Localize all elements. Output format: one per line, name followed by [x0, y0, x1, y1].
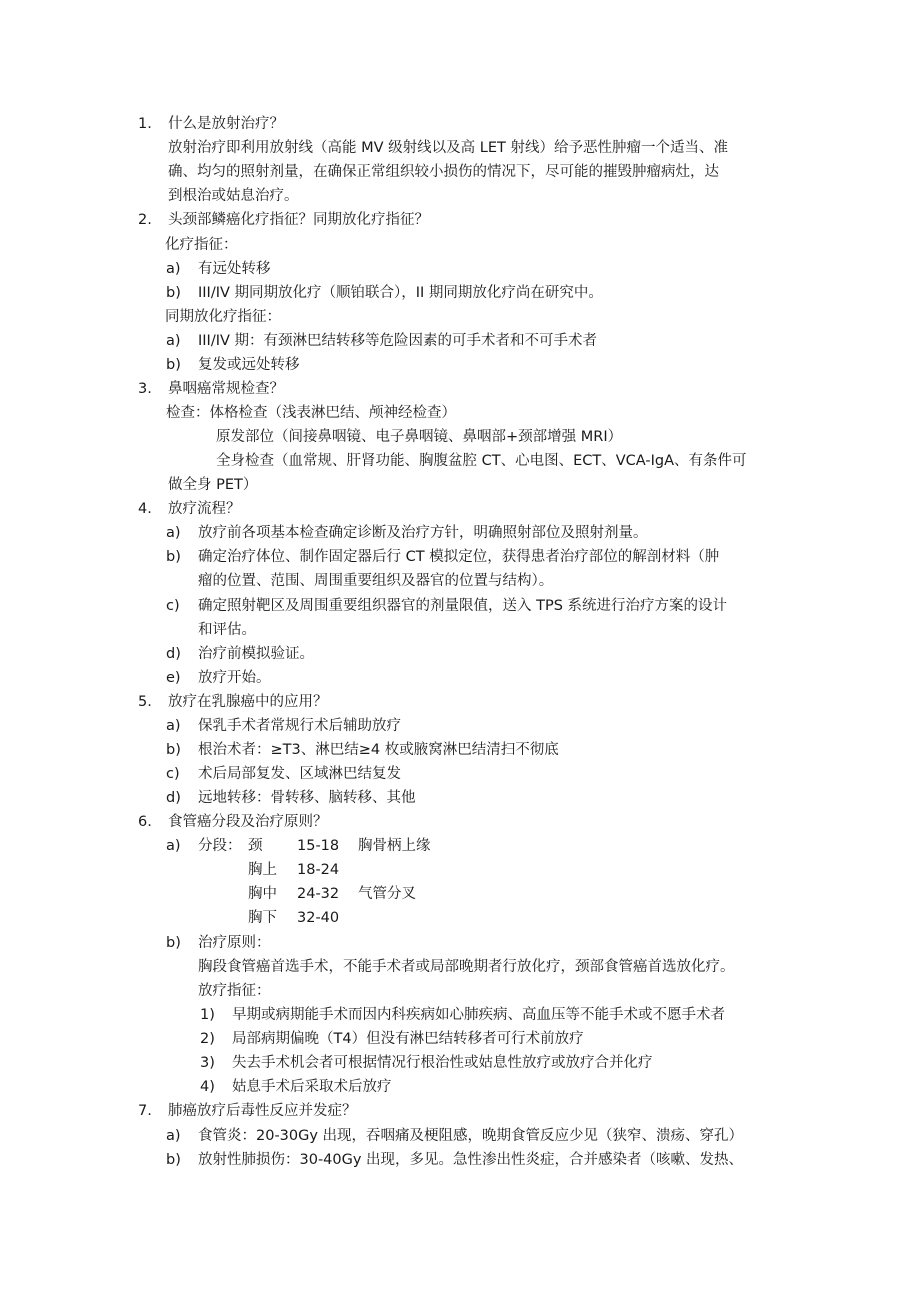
list-marker: a) [166, 718, 181, 734]
q7-title: 肺癌放疗后毒性反应并发症？ [168, 1103, 357, 1119]
segment-name: 胸下 [248, 910, 277, 926]
list-item: 根治术者：≥T3、淋巴结≥4 枚或腋窝淋巴结清扫不彻底 [198, 742, 559, 758]
q5-title: 放疗在乳腺癌中的应用？ [168, 694, 328, 710]
list-marker: 2) [200, 1031, 215, 1047]
list-marker: a) [166, 333, 181, 349]
list-item: 早期或病期能手术而因内科疾病如心肺疾病、高血压等不能手术或不愿手术者 [232, 1007, 725, 1023]
list-marker: a) [166, 1128, 181, 1144]
list-marker: b) [166, 935, 181, 951]
list-marker: b) [166, 357, 181, 373]
list-marker: 1) [200, 1007, 215, 1023]
list-item: 复发或远处转移 [198, 357, 300, 373]
list-item-continuation: 和评估。 [198, 622, 256, 638]
q6-indication-label: 放疗指征： [198, 983, 271, 999]
list-marker: d) [166, 646, 181, 662]
list-item-continuation: 瘤的位置、范围、周围重要组织及器官的位置与结构）。 [198, 573, 554, 589]
q3-exam-line: 检查：体格检查（浅表淋巴结、颅神经检查） [166, 405, 456, 421]
q3-title: 鼻咽癌常规检查？ [168, 381, 284, 397]
q4-title: 放疗流程？ [168, 501, 241, 517]
q3-exam-line: 做全身 PET） [168, 477, 258, 493]
list-item: 有远处转移 [198, 261, 271, 277]
list-item: III/IV 期同期放化疗（顺铂联合），II 期同期放化疗尚在研究中。 [198, 285, 603, 301]
list-marker: b) [166, 1152, 181, 1168]
list-item: 食管炎：20-30Gy 出现，吞咽痛及梗阻感，晚期食管反应少见（狭窄、溃疡、穿孔） [198, 1128, 744, 1144]
list-item: 放射性肺损伤：30-40Gy 出现，多见。急性渗出性炎症，合并感染者（咳嗽、发热、 [198, 1152, 744, 1168]
q2-number: 2. [138, 212, 152, 228]
list-item: III/IV 期：有颈淋巴结转移等危险因素的可手术者和不可手术者 [198, 333, 598, 349]
list-marker: b) [166, 285, 181, 301]
segment-range: 18-24 [297, 862, 340, 878]
list-marker: b) [166, 549, 181, 565]
list-marker: a) [166, 838, 181, 854]
list-marker: 4) [200, 1079, 215, 1095]
list-marker: c) [166, 598, 180, 614]
q3-exam-line: 全身检查（血常规、肝肾功能、胸腹盆腔 CT、心电图、ECT、VCA-IgA、有条件可 [216, 453, 747, 469]
segment-name: 胸中 [248, 886, 277, 902]
q6-number: 6. [138, 814, 152, 830]
q1-body-line: 到根治或姑息治疗。 [168, 188, 299, 204]
q4-number: 4. [138, 501, 152, 517]
list-item: 确定照射靶区及周围重要组织器官的剂量限值，送入 TPS 系统进行治疗方案的设计 [198, 598, 728, 614]
segment-note: 气管分叉 [358, 886, 416, 902]
list-item: 治疗前模拟验证。 [198, 646, 314, 662]
q1-title: 什么是放射治疗？ [168, 116, 284, 132]
list-marker: e) [166, 670, 181, 686]
q2-title: 头颈部鳞癌化疗指征？同期放化疗指征？ [168, 212, 429, 228]
list-marker: b) [166, 742, 181, 758]
q6-title: 食管癌分段及治疗原则？ [168, 814, 328, 830]
list-marker: a) [166, 525, 181, 541]
segment-range: 15-18 [297, 838, 340, 854]
list-item: 确定治疗体位、制作固定器后行 CT 模拟定位，获得患者治疗部位的解剖材料（肿 [198, 549, 720, 565]
list-item: 保乳手术者常规行术后辅助放疗 [198, 718, 401, 734]
segment-name: 颈 [248, 838, 263, 854]
q1-number: 1. [138, 116, 152, 132]
segment-range: 24-32 [297, 886, 340, 902]
q6-segment-label: 分段： [198, 838, 242, 854]
q3-exam-line: 原发部位（间接鼻咽镜、电子鼻咽镜、鼻咽部+颈部增强 MRI） [216, 429, 623, 445]
q1-body-line: 确、均匀的照射剂量，在确保正常组织较小损伤的情况下，尽可能的摧毁肿瘤病灶，达 [168, 164, 719, 180]
q2-concurrent-label: 同期放化疗指征： [165, 309, 281, 325]
q3-number: 3. [138, 381, 152, 397]
list-item: 姑息手术后采取术后放疗 [232, 1079, 392, 1095]
list-marker: 3) [200, 1055, 215, 1071]
q5-number: 5. [138, 694, 152, 710]
q6-principle-text: 胸段食管癌首选手术，不能手术者或局部晚期者行放化疗，颈部食管癌首选放化疗。 [198, 959, 735, 975]
segment-note: 胸骨柄上缘 [358, 838, 431, 854]
list-item: 放疗前各项基本检查确定诊断及治疗方针，明确照射部位及照射剂量。 [198, 525, 648, 541]
list-marker: d) [166, 790, 181, 806]
list-item: 局部病期偏晚（T4）但没有淋巴结转移者可行术前放疗 [232, 1031, 584, 1047]
segment-name: 胸上 [248, 862, 277, 878]
q2-chemo-label: 化疗指征： [165, 237, 238, 253]
list-item: 失去手术机会者可根据情况行根治性或姑息性放疗或放疗合并化疗 [232, 1055, 653, 1071]
list-item: 放疗开始。 [198, 670, 271, 686]
list-item: 远地转移：骨转移、脑转移、其他 [198, 790, 416, 806]
list-item: 术后局部复发、区域淋巴结复发 [198, 766, 401, 782]
list-marker: c) [166, 766, 180, 782]
list-marker: a) [166, 261, 181, 277]
q7-number: 7. [138, 1103, 152, 1119]
q1-body-line: 放射治疗即利用放射线（高能 MV 级射线以及高 LET 射线）给予恶性肿瘤一个适当、准 [168, 140, 728, 156]
segment-range: 32-40 [297, 910, 340, 926]
q6-principle-label: 治疗原则： [198, 935, 271, 951]
